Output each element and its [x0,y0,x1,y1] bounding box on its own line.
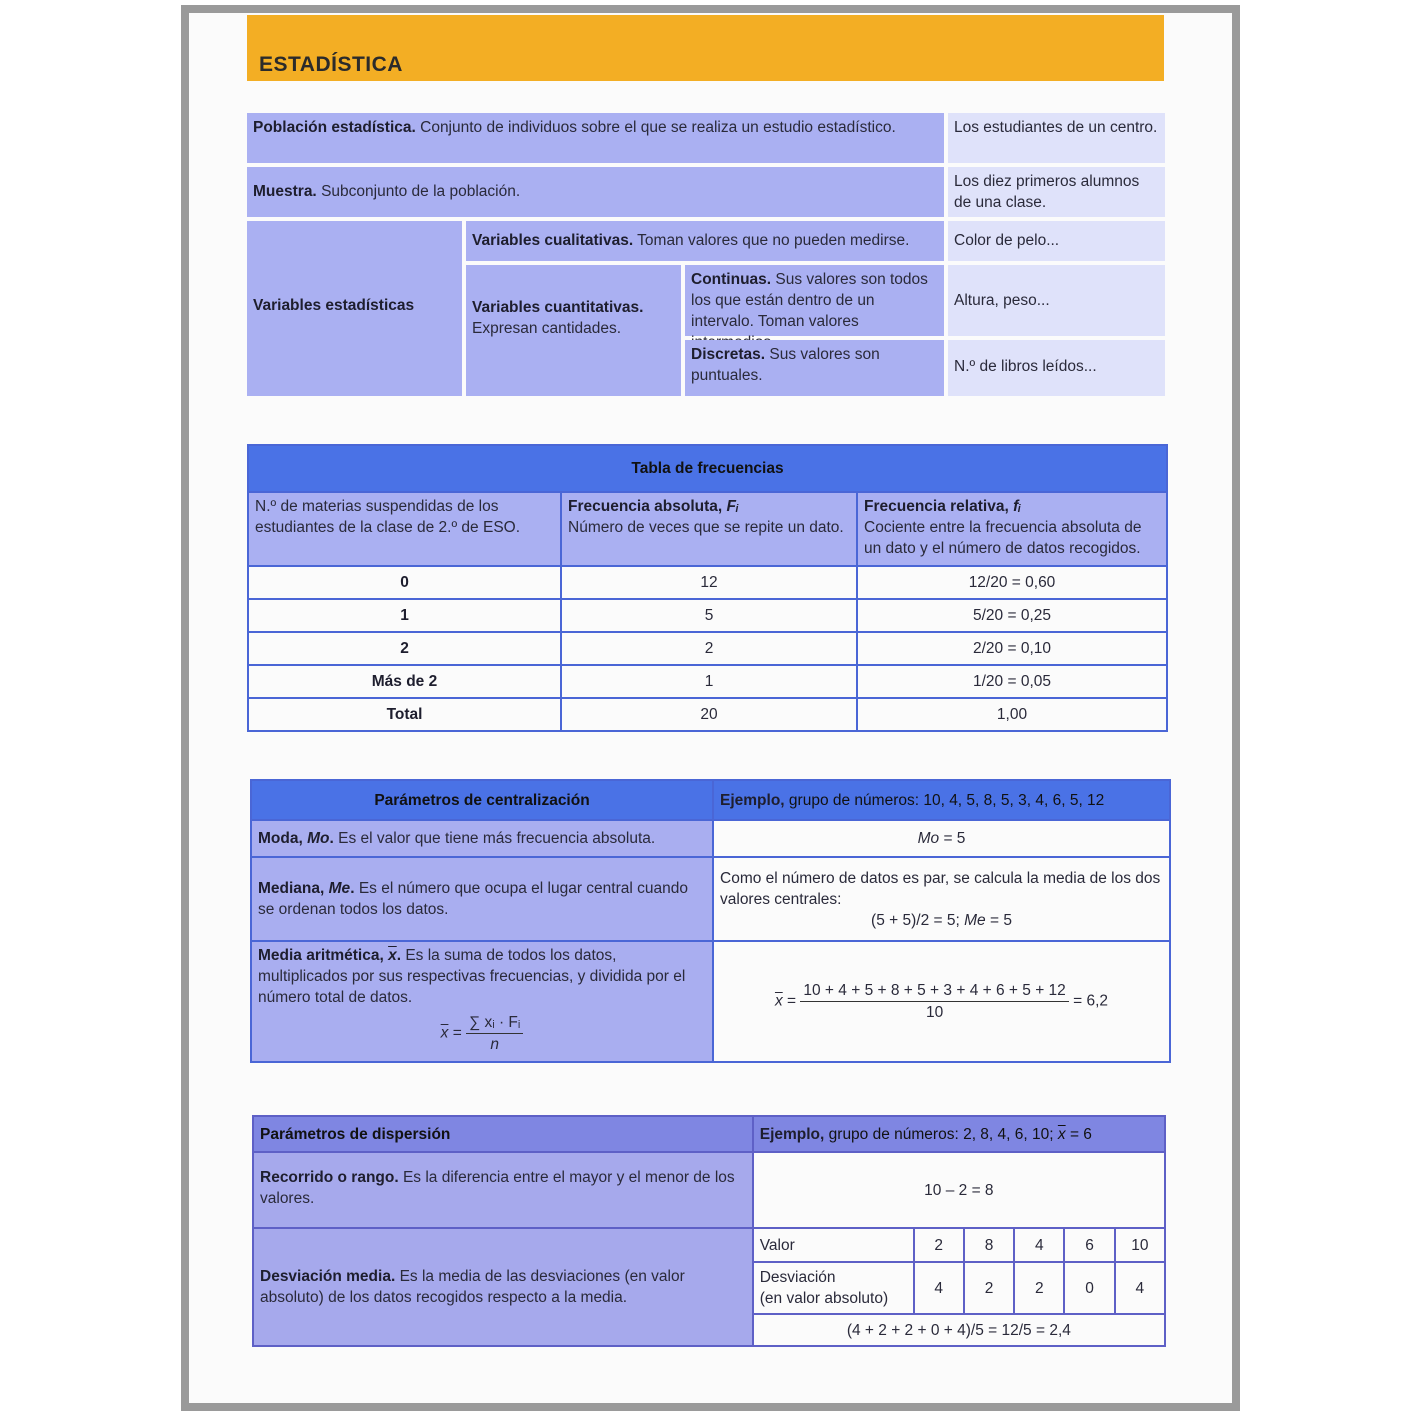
table-row: Total 20 1,00 [248,698,1167,731]
def-muestra: Muestra. Subconjunto de la población. [247,167,944,217]
freq-col-header-3: Frecuencia relativa, fᵢ Cociente entre la frecuencia absoluta de un dato y el número de datos recogidos. [857,492,1167,566]
def-media: Media aritmética, $\overline{x}$. Es la suma de todos los datos, multiplicados por sus respectivas frecuencias, y dividida por el número total de datos. $\overline{x}$ = $\frac{\text{∑ xᵢ · Fᵢ}}{n}$ [251,941,713,1062]
centralization-header: Parámetros de centralización [251,780,713,820]
def-cualitativas: Variables cualitativas. Toman valores que no pueden medirse. [466,221,944,261]
def-poblacion: Población estadística. Conjunto de individuos sobre el que se realiza un estudio estadístico. [247,113,944,163]
ex-moda: Mo = 5 [713,820,1170,857]
ex-muestra: Los diez primeros alumnos de una clase. [948,167,1165,217]
dispersion-header: Parámetros de dispersión [253,1116,753,1152]
table-row: 0 12 12/20 = 0,60 [248,566,1167,599]
def-cuantitativas: Variables cuantitativas. Expresan cantidades. [466,265,681,396]
valor-label: Valor [753,1228,914,1262]
dispersion-example-header: Ejemplo, grupo de números: 2, 8, 4, 6, 10; $\overline{x} = 6$ [753,1116,1165,1152]
dispersion-table: Parámetros de dispersión Ejemplo, grupo de números: 2, 8, 4, 6, 10; $\overline{x} = 6$ Recorrido o rango. Es la diferencia entre el mayor y el menor de los valores. 10 – 2 = 8 Desviación media. Es la media de las desviaciones (en valor absoluto) de los datos recogidos respecto a la media. Valor 2 8 4 6 10 Desviación (en valor absoluto) 4 2 2 0 4 (4 + 2 + 2 + 0 + 4)/5 = 12/5 = 2,4 [252,1115,1166,1347]
def-desviacion-media: Desviación media. Es la media de las desviaciones (en valor absoluto) de los datos recogidos respecto a la media. [253,1228,753,1346]
ex-mediana: Como el número de datos es par, se calcula la media de los dos valores centrales: (5 + 5)/2 = 5; Me = 5 [713,857,1170,941]
centralization-example-header: Ejemplo, grupo de números: 10, 4, 5, 8, 5, 3, 4, 6, 5, 12 [713,780,1170,820]
def-continuas: Continuas. Sus valores son todos los que están dentro de un intervalo. Toman valores [685,265,944,336]
media-formula: $\overline{x}$ = $\frac{\text{∑ xᵢ · Fᵢ}}{n}$ [258,1012,706,1055]
freq-col-header-1: N.º de materias suspendidas de los estudiantes de la clase de 2.º de ESO. [248,492,561,566]
frequency-table [247,444,1168,732]
table-row: 1 5 5/20 = 0,25 [248,599,1167,632]
variables-estadisticas: Variables estadísticas [247,221,462,396]
desviacion-result: (4 + 2 + 2 + 0 + 4)/5 = 12/5 = 2,4 [753,1314,1165,1346]
ex-rango: 10 – 2 = 8 [753,1152,1165,1228]
def-rango: Recorrido o rango. Es la diferencia entre el mayor y el menor de los valores. [253,1152,753,1228]
ex-discretas: N.º de libros leídos... [948,340,1165,396]
def-discretas: Discretas. Sus valores son puntuales. [685,340,944,396]
ex-media: $\overline{x}$ = $\frac{10 + 4 + 5 + 8 + 5 + 3 + 4 + 6 + 5 + 12}{10}$ = 6,2 [713,941,1170,1062]
frequency-table-title: Tabla de frecuencias [248,445,1167,492]
desviacion-label: Desviación (en valor absoluto) [753,1262,914,1314]
section-banner [247,15,1164,81]
centralization-table [250,779,1171,1063]
freq-col-header-2: Frecuencia absoluta, Fᵢ Número de veces que se repite un dato. [561,492,857,566]
table-row: 2 2 2/20 = 0,10 [248,632,1167,665]
ex-cualitativas: Color de pelo... [948,221,1165,261]
table-row: Más de 2 1 1/20 = 0,05 [248,665,1167,698]
page-title: ESTADÍSTICA [259,53,403,76]
ex-poblacion: Los estudiantes de un centro. [948,113,1165,163]
def-moda: Moda, Mo. Es el valor que tiene más frecuencia absoluta. [251,820,713,857]
document-page [189,13,1232,1403]
def-mediana: Mediana, Me. Es el número que ocupa el lugar central cuando se ordenan todos los datos. [251,857,713,941]
ex-continuas: Altura, peso... [948,265,1165,336]
